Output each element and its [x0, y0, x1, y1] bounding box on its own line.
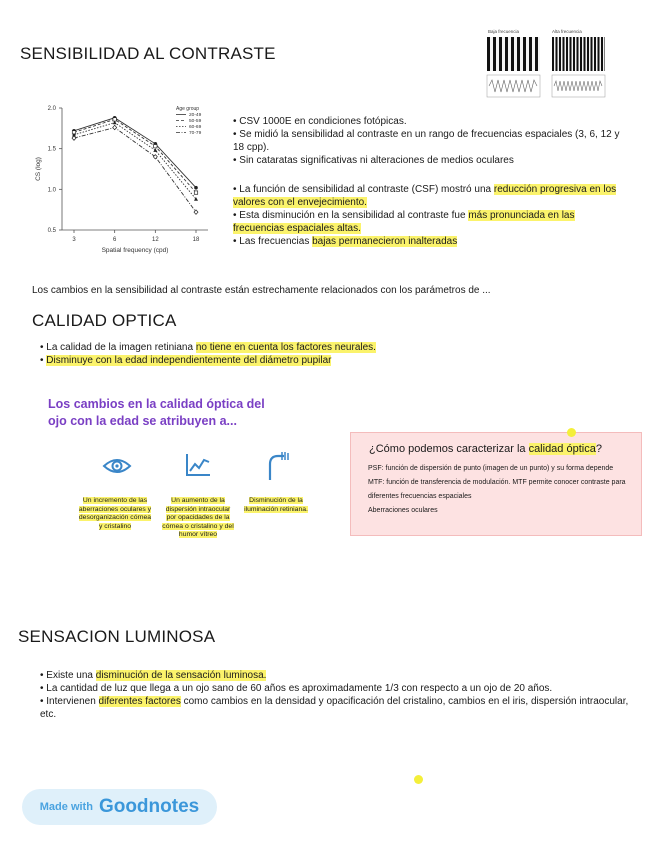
series-line-70-79 [74, 128, 196, 213]
legend-title: Age group [176, 106, 200, 112]
card-aberrations: Un incremento de las aberraciones oculares y desorganización córnea y cristalino [78, 497, 152, 530]
data-point [113, 125, 117, 129]
highlight-neural-factors: no tiene en cuenta los factores neurales. [195, 342, 376, 353]
card-illumination: Disminución de la iluminación retiniana. [244, 497, 308, 513]
highlight-decrease: disminución de la sensación luminosa. [95, 670, 267, 681]
bullet-method-1: • CSV 1000E en condiciones fotópicas. [233, 116, 407, 127]
x-tick-label: 6 [112, 237, 117, 243]
contrast-summary: Los cambios en la sensibilidad al contraste están estrechamente relacionados con los parámetros de ... [32, 285, 491, 296]
light-sensation-bullets [40, 669, 630, 721]
x-tick-label: 18 [192, 237, 200, 243]
eye-icon [102, 455, 132, 477]
light-bullet-2: • La cantidad de luz que llega a un ojo sano de 60 años es aproximadamente 1/3 con respecto a un ojo de 20 años. [40, 683, 553, 694]
y-tick-label: 1.5 [47, 146, 56, 153]
optical-bullet-1: • La calidad de la imagen retiniana no tiene en cuenta los factores neurales. [40, 342, 376, 353]
highlight-factors: diferentes factores [98, 696, 181, 707]
data-point [153, 148, 157, 152]
psf-line: PSF: función de dispersión de punto (imagen de un punto) y su forma depende [368, 465, 614, 472]
y-tick-label: 1.0 [47, 187, 56, 194]
optical-quality-list [368, 462, 636, 518]
highlight-high-frequencies: más pronunciada en las frecuencias espaciales altas. [233, 210, 575, 234]
legend-entry: 70-79 [189, 131, 202, 136]
goodnotes-badge[interactable] [22, 789, 217, 825]
legend-entry: 50-59 [189, 119, 202, 124]
data-point [72, 136, 76, 140]
grating-label-low: Baja frecuencia [488, 29, 520, 34]
bullet-result-3: • Las frecuencias bajas permanecieron inalteradas [233, 236, 458, 247]
bullet-method-3: • Sin cataratas significativas ni alteraciones de medios oculares [233, 155, 514, 166]
highlighter-dot [567, 428, 576, 437]
data-point [113, 118, 116, 121]
legend-entry: 20-49 [189, 113, 202, 118]
grating-profile-plots [484, 73, 610, 103]
highlighter-dot-2 [414, 775, 423, 784]
optical-bullet-2: • Disminuye con la edad independientemente del diámetro pupilar [40, 355, 332, 366]
grating-label-high: Alta frecuencia [552, 29, 582, 34]
x-axis-label: Spatial frequency (cpd) [101, 247, 169, 254]
trend-chart-icon [184, 452, 212, 478]
x-tick-label: 12 [151, 237, 159, 243]
data-point [194, 210, 198, 214]
light-bullet-3: • Intervienen diferentes factores como cambios en la densidad y opacificación del cristalino, cambios en el iris, dispersión intraocular, etc. [40, 696, 629, 720]
data-point [194, 186, 198, 190]
grating-figure [484, 27, 610, 103]
optical-quality-bullets [40, 341, 600, 367]
bullets-method [233, 115, 628, 167]
highlight-low-frequencies: bajas permanecieron inalteradas [312, 236, 458, 247]
highlight-pupil: Disminuye con la edad independientemente del diámetro pupilar [46, 355, 332, 366]
section-title-contrast: SENSIBILIDAD AL CONTRASTE [20, 44, 276, 63]
light-bullet-1: • Existe una disminución de la sensación luminosa. [40, 670, 267, 681]
y-tick-label: 2.0 [47, 106, 56, 112]
optical-quality-question: ¿Cómo podemos caracterizar la calidad óptica? [369, 443, 602, 455]
highlight-reduction: reducción progresiva en los valores con el envejecimiento. [233, 184, 617, 208]
contrast-sensitivity-chart [28, 100, 220, 260]
bullet-result-1: • La función de sensibilidad al contraste (CSF) mostró una reducción progresiva en los valores con el envejecimiento. [233, 184, 617, 208]
bullet-result-2: • Esta disminución en la sensibilidad al contraste fue más pronunciada en las frecuencias espaciales altas. [233, 210, 575, 234]
y-tick-label: 0.5 [47, 228, 56, 234]
legend-entry: 60-69 [189, 125, 202, 130]
data-point [154, 145, 157, 148]
light-beam-icon [264, 450, 290, 482]
optical-quality-box [350, 432, 642, 536]
bullets-results [233, 183, 628, 248]
badge-made-with: Made with [39, 801, 93, 813]
y-axis-label: CS (log) [35, 157, 42, 181]
aberrations-line: Aberraciones oculares [368, 507, 438, 514]
low-frequency-grating [487, 37, 540, 71]
bullet-method-2: • Se midió la sensibilidad al contraste en un rango de frecuencias espaciales (3, 6, 12 y 18 cpp). [233, 129, 620, 153]
section-title-optical-quality: CALIDAD OPTICA [32, 311, 177, 330]
mtf-line: MTF: función de transferencia de modulación. MTF permite conocer contraste para [368, 479, 626, 486]
mtf-line-2: diferentes frecuencias espaciales [368, 493, 472, 500]
high-frequency-grating [552, 37, 605, 71]
data-point [194, 191, 197, 194]
x-tick-label: 3 [72, 237, 76, 243]
badge-goodnotes: Goodnotes [98, 796, 200, 817]
attribution-heading: Los cambios en la calidad óptica del ojo con la edad se atribuyen a... [48, 397, 265, 428]
card-dispersion: Un aumento de la dispersión intraocular por opacidades de la córnea o cristalino y del humor vítreo [162, 497, 234, 539]
section-title-light-sensation: SENSACION LUMINOSA [18, 627, 216, 646]
